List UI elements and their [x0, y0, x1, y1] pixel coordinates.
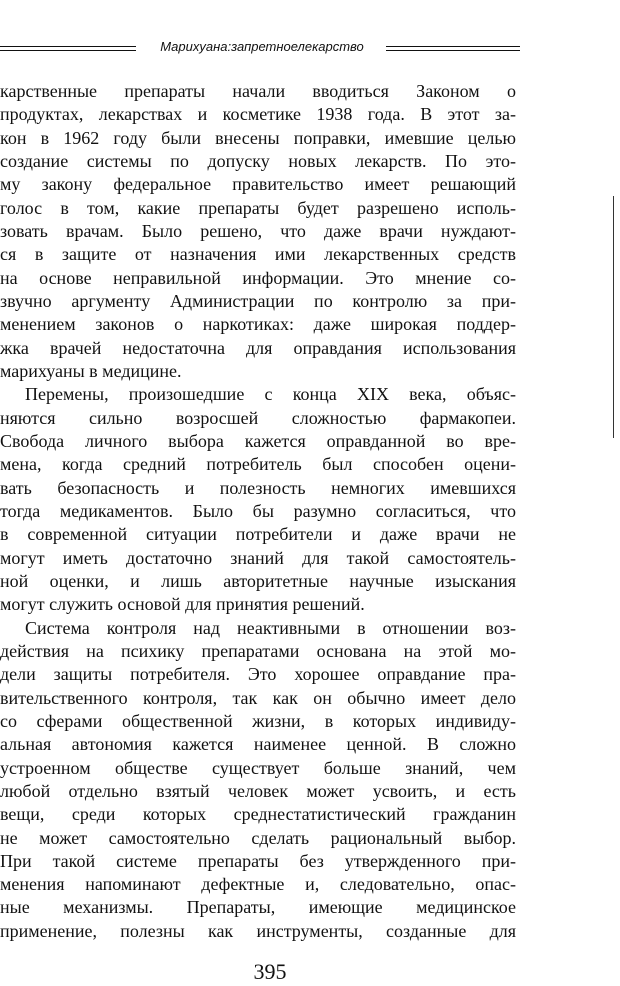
margin-mark: [613, 196, 614, 438]
text-line: менением законов о наркотиках: даже широкая поддер-: [0, 314, 516, 335]
text-line: со сферами общественной жизни, в которых индивиду-: [0, 710, 516, 731]
text-line: вещи, среди которых среднестатистический гражданин: [0, 804, 516, 825]
body-text: [0, 80, 516, 943]
text-line: ные механизмы. Препараты, имеющие медицинское: [0, 897, 516, 918]
text-line: няются сильно возросшей сложностью фармакопеи.: [0, 407, 516, 428]
text-line: альная автономия кажется наименее ценной. В сложно: [0, 734, 516, 755]
text-line: на основе неправильной информации. Это мнение со-: [0, 267, 516, 288]
text-line: создание системы по допуску новых лекарств. По это-: [0, 150, 516, 171]
text-line: не может самостоятельно сделать рациональный выбор.: [0, 827, 516, 848]
text-line: мена, когда средний потребитель был способен оцени-: [0, 454, 516, 475]
text-line: зовать врачам. Было решено, что даже врачи нуждают-: [0, 220, 516, 241]
text-line: любой отдельно взятый человек может усвоить, и есть: [0, 780, 516, 801]
text-line: вать безопасность и полезность немногих имевшихся: [0, 477, 516, 498]
text-line: Перемены, произошедшие с конца XIX века, объяс-: [25, 384, 516, 405]
text-line: Система контроля над неактивными в отношении воз-: [25, 617, 516, 638]
text-line: кон в 1962 году были внесены поправки, имевшие целью: [0, 127, 516, 148]
text-line: применение, полезны как инструменты, созданные для: [0, 920, 516, 941]
text-line: Свобода личного выбора кажется оправданной во вре-: [0, 430, 516, 451]
text-line: му закону федеральное правительство имеет решающий: [0, 174, 516, 195]
running-header: [0, 38, 520, 58]
text-line: ся в защите от назначения ими лекарственных средств: [0, 244, 516, 265]
text-line: голос в том, какие препараты будет разрешено исполь-: [0, 197, 516, 218]
text-line: устроенном обществе существует больше знаний, чем: [0, 757, 516, 778]
header-rule-right: [386, 46, 520, 47]
text-line: действия на психику препаратами основана на этой мо-: [0, 640, 516, 661]
page-number: 395: [253, 959, 287, 984]
text-line: дели защиты потребителя. Это хорошее оправдание пра-: [0, 664, 516, 685]
text-line: марихуаны в медицине.: [0, 360, 182, 381]
text-line: карственные препараты начали вводиться Законом о: [0, 81, 516, 101]
header-rule-left: [0, 46, 136, 47]
text-line: жка врачей недостаточна для оправдания использования: [0, 337, 516, 358]
text-line: могут иметь достаточно знаний для такой самостоятель-: [0, 547, 516, 568]
text-line: При такой системе препараты без утвержденного при-: [0, 850, 516, 871]
text-line: тогда медикаментов. Было бы разумно согласиться, что: [0, 500, 516, 521]
text-line: звучно аргументу Администрации по контролю за при-: [0, 290, 516, 311]
text-line: ной оценки, и лишь авторитетные научные изыскания: [0, 570, 516, 591]
text-line: продуктах, лекарствах и косметике 1938 года. В этот за-: [0, 104, 516, 125]
text-line: менения напоминают дефектные и, следовательно, опас-: [0, 874, 516, 895]
text-line: могут служить основой для принятия решений.: [0, 594, 365, 615]
running-head-title: Марихуана:запретноелекарство: [160, 39, 364, 54]
text-line: в современной ситуации потребители и даже врачи не: [0, 524, 516, 545]
text-line: вительственного контроля, так как он обычно имеет дело: [0, 687, 516, 708]
